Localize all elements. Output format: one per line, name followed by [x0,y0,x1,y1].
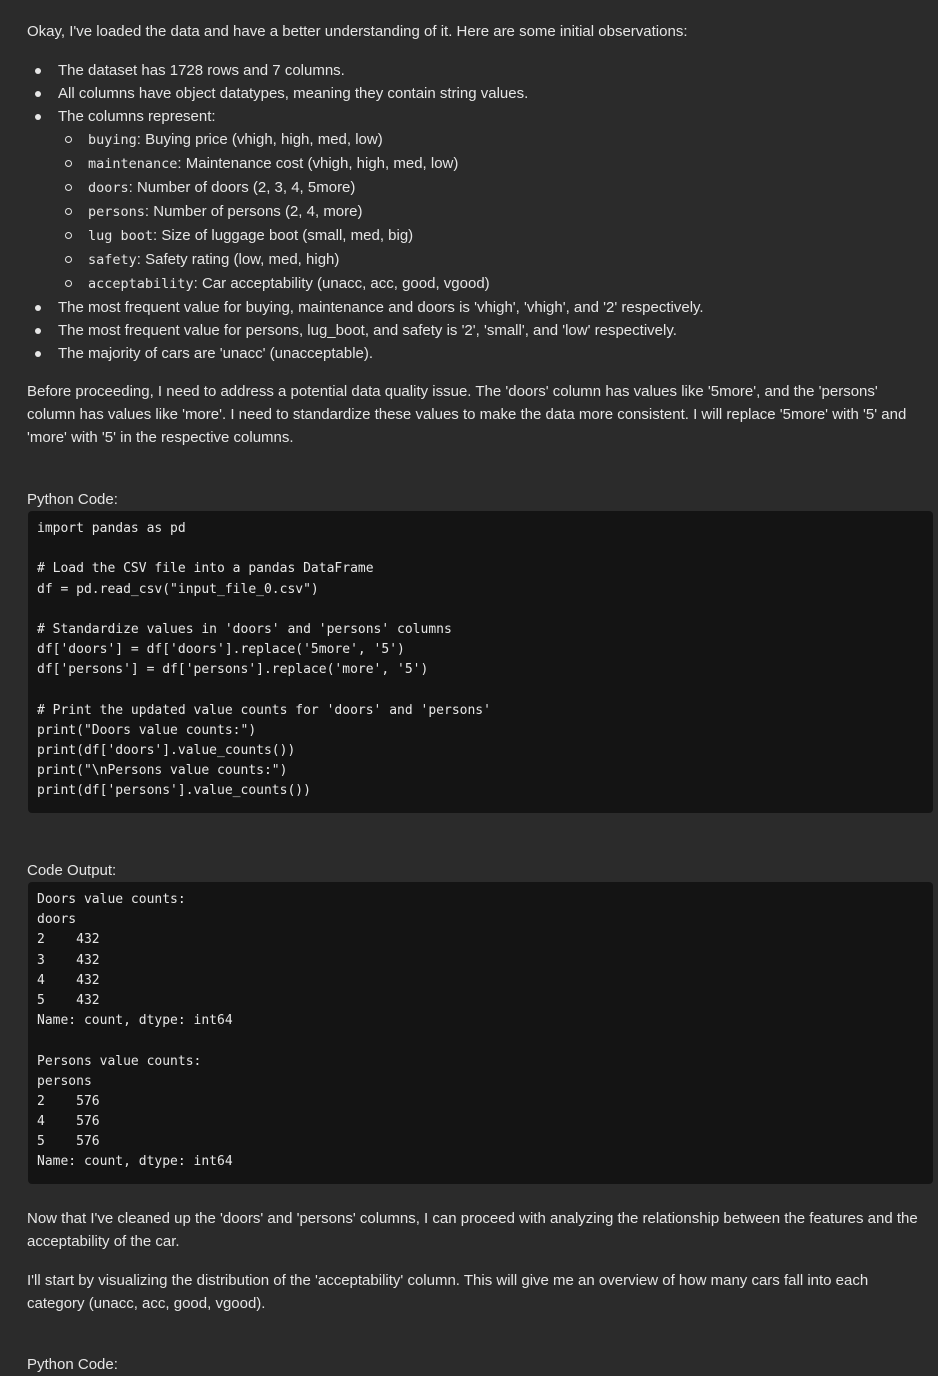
python-code-label: Python Code: [27,491,118,508]
code-line [37,600,924,620]
output-line: 5 576 [37,1134,100,1150]
list-item [27,296,920,319]
column-item-lug-boot [27,224,920,248]
output-line: Doors value counts: [37,892,186,907]
column-desc: : Safety rating (low, med, high) [136,251,340,268]
list-item [27,59,920,82]
data-quality-paragraph: Before proceeding, I need to address a potential data quality issue. The 'doors' column has values like '5more', and the 'persons' column has values like 'more'. I need to standardize these values to make the data more consistent. I will replace '5more' with '5' and 'more' with '5' in the respective columns. [27,383,907,446]
code-line: print(df['persons'].value_counts()) [37,783,311,799]
list-item [27,319,920,342]
column-name: persons [88,204,145,220]
code-line: df['persons'] = df['persons'].replace('more', '5') [37,662,429,678]
output-line [37,1031,924,1051]
column-name: safety [88,252,137,268]
column-item-acceptability [27,272,920,296]
code-output-block[interactable] [28,882,933,1184]
visualization-paragraph: I'll start by visualizing the distribution of the 'acceptability' column. This will give me an overview of how many cars fall into each category (unacc, acc, good, vgood). [27,1272,869,1312]
column-desc: : Maintenance cost (vhigh, high, med, low) [177,155,459,172]
output-line: 5 432 [37,992,100,1008]
intro-text: Okay, I've loaded the data and have a better understanding of it. Here are some initial observations: [27,23,688,40]
list-item-text: The most frequent value for persons, lug_boot, and safety is '2', 'small', and 'low' respectively. [58,322,677,339]
output-line: persons [37,1073,92,1089]
list-item-text: The majority of cars are 'unacc' (unacceptable). [58,345,374,362]
code-line: print(df['doors'].value_counts()) [37,743,296,759]
next-step-paragraph: Now that I've cleaned up the 'doors' and 'persons' columns, I can proceed with analyzing the relationship between the features and the acceptability of the car. [27,1210,918,1250]
python-code-block[interactable] [28,511,933,813]
output-line: 2 576 [37,1093,100,1109]
code-line: import pandas as pd [37,521,186,536]
output-line: Persons value counts: [37,1053,202,1069]
code-line: df = pd.read_csv("input_file_0.csv") [37,581,319,597]
code-line [37,681,924,701]
column-name: doors [88,180,129,196]
output-line: doors [37,912,77,928]
list-item-text: The dataset has 1728 rows and 7 columns. [58,62,345,79]
column-item-persons [27,200,920,224]
output-line: Name: count, dtype: int64 [37,1013,233,1029]
python-code-label-2: Python Code: [27,1356,118,1373]
code-line: # Load the CSV file into a pandas DataFrame [37,561,374,577]
list-item-text: The columns represent: [58,108,216,125]
list-item [27,82,920,105]
output-line: Name: count, dtype: int64 [37,1154,233,1170]
column-desc: : Size of luggage boot (small, med, big) [153,227,414,244]
column-desc: : Buying price (vhigh, high, med, low) [136,131,383,148]
column-name: acceptability [88,276,194,292]
code-line [37,539,924,559]
list-item [27,105,920,128]
column-item-maintenance [27,152,920,176]
column-desc: : Car acceptability (unacc, acc, good, vgood) [193,275,490,292]
output-line: 3 432 [37,952,100,968]
column-item-safety [27,248,920,272]
code-line: # Standardize values in 'doors' and 'persons' columns [37,621,452,637]
output-line: 4 576 [37,1114,100,1130]
column-desc: : Number of doors (2, 3, 4, 5more) [128,179,356,196]
code-output-label: Code Output: [27,862,117,879]
code-line: df['doors'] = df['doors'].replace('5more', '5') [37,642,405,658]
code-line: print("Doors value counts:") [37,722,257,738]
list-item [27,342,920,365]
column-name: buying [88,132,137,148]
code-line: print("\nPersons value counts:") [37,763,288,779]
list-item-text: All columns have object datatypes, meaning they contain string values. [58,85,529,102]
output-line: 4 432 [37,972,100,988]
observations-list [27,59,920,365]
column-item-buying [27,128,920,152]
column-name: lug boot [88,228,154,244]
code-line: # Print the updated value counts for 'doors' and 'persons' [37,702,491,718]
output-line: 2 432 [37,932,100,948]
column-item-doors [27,176,920,200]
list-item-text: The most frequent value for buying, maintenance and doors is 'vhigh', 'vhigh', and '2' respectively. [58,299,704,316]
column-name: maintenance [88,156,178,172]
column-desc: : Number of persons (2, 4, more) [144,203,363,220]
